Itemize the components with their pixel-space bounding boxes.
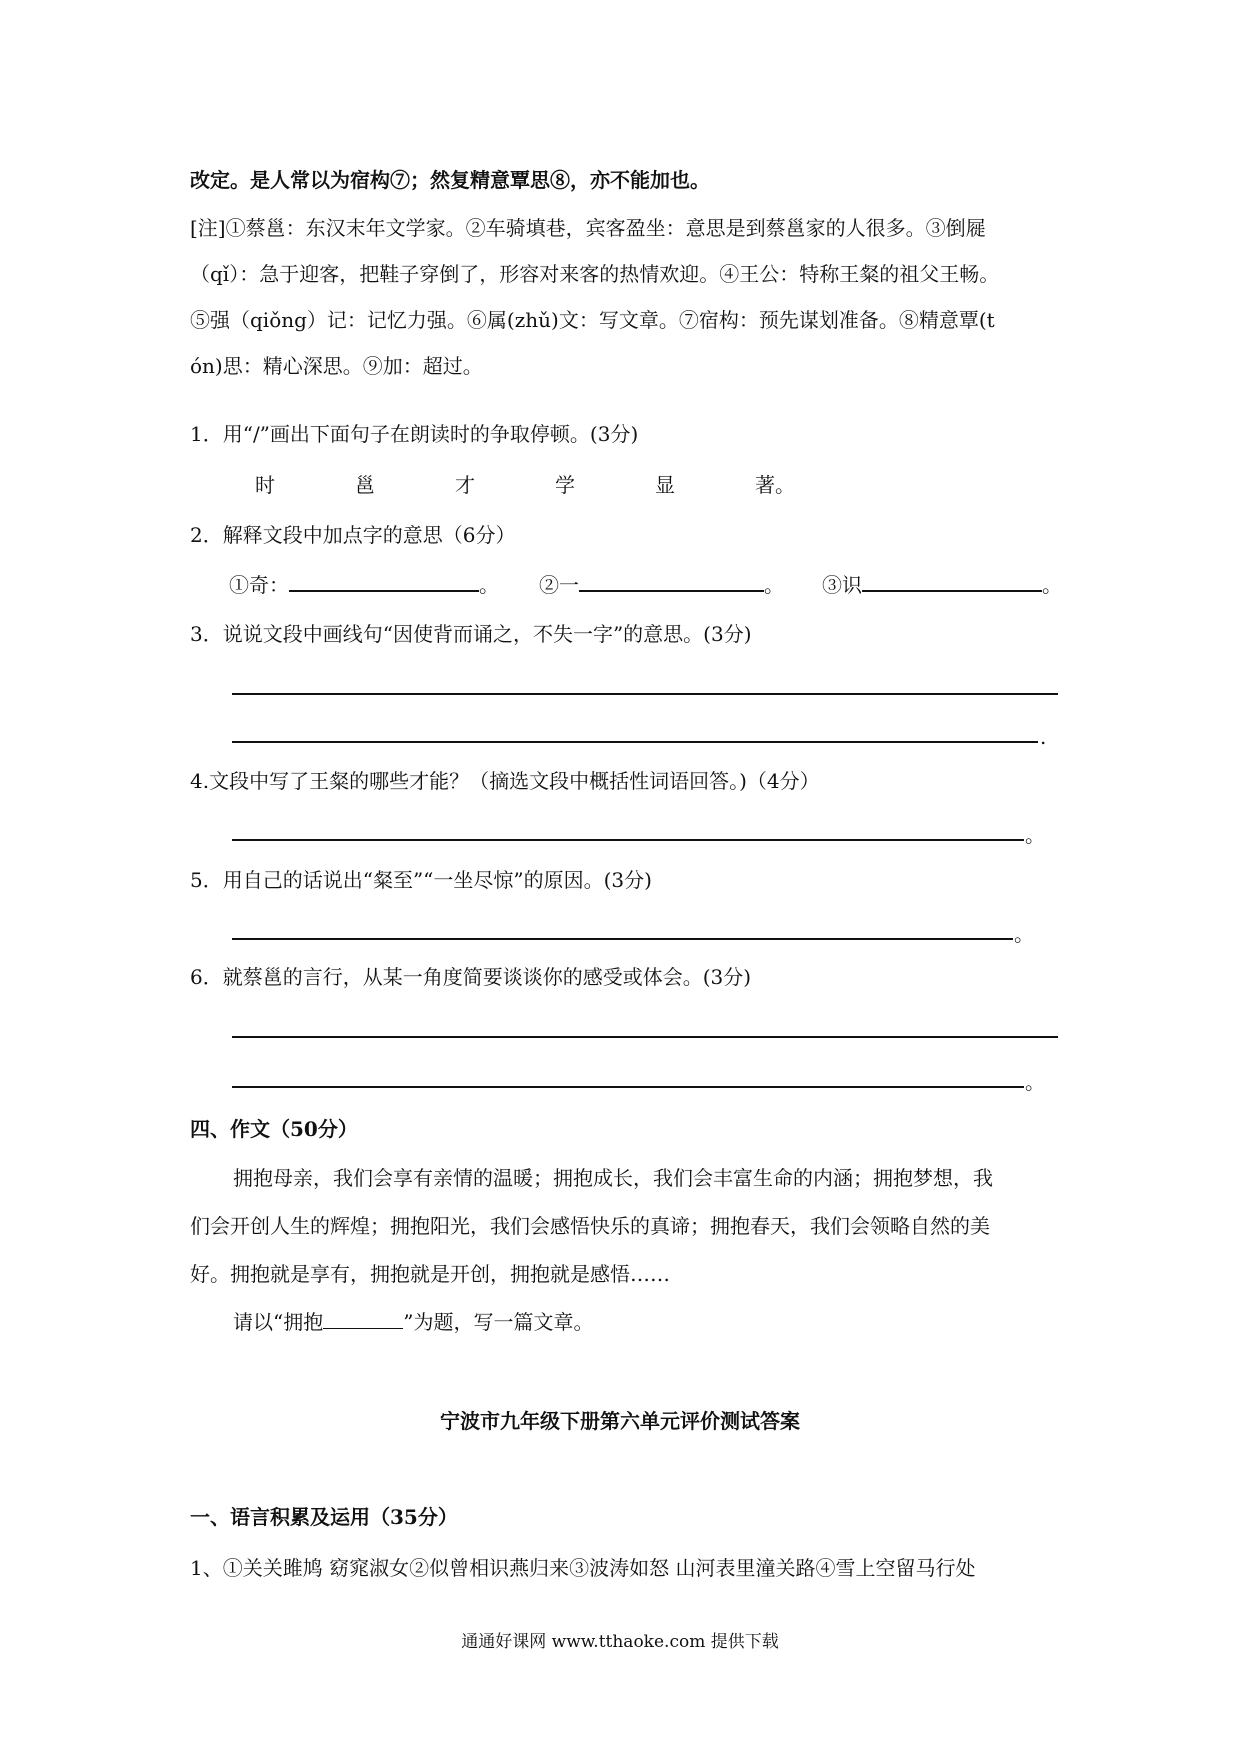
answers-title: 宁波市九年级下册第六单元评价测试答案 <box>440 1409 800 1433</box>
answer-line[interactable] <box>232 741 1038 743</box>
q2-item-label: ②一 <box>539 573 579 597</box>
answer-line[interactable] <box>232 693 1058 695</box>
answer-line-end: . <box>1040 725 1047 749</box>
question-2-prompt: 2．解释文段中加点字的意思（6分） <box>190 523 516 547</box>
composition-line: 拥抱母亲，我们会享有亲情的温暖；拥抱成长，我们会丰富生命的内涵；拥抱梦想，我 <box>233 1166 993 1190</box>
note-line: ⑤强（qiǒng）记：记忆力强。⑥属(zhǔ)文：写文章。⑦宿构：预先谋划准备。⑧精意覃(t <box>190 308 995 332</box>
composition-heading: 四、作文（50分） <box>190 1117 358 1141</box>
note-line: [注]①蔡邕：东汉末年文学家。②车骑填巷，宾客盈坐：意思是到蔡邕家的人很多。③倒屣 <box>190 216 986 240</box>
passage-last-line: 改定。是人常以为宿构⑦；然复精意覃思⑧，亦不能加也。 <box>190 168 710 192</box>
question-2-items <box>229 570 1062 600</box>
q2-item-label: ③识 <box>822 573 862 597</box>
answers-section1-heading: 一、语言积累及运用（35分） <box>190 1505 458 1529</box>
composition-instruction <box>233 1307 593 1337</box>
note-line: （qǐ）：急于迎客，把鞋子穿倒了，形容对来客的热情欢迎。④王公：特称王粲的祖父王畅。 <box>190 262 1000 286</box>
sentence-char: 显 <box>655 473 675 497</box>
composition-line: 好。拥抱就是享有，拥抱就是开创，拥抱就是感悟…… <box>190 1262 670 1286</box>
question-4-prompt: 4.文段中写了王粲的哪些才能？（摘选文段中概括性词语回答。)（4分） <box>190 769 820 793</box>
answer-line[interactable] <box>232 938 1013 940</box>
answer-line[interactable] <box>232 1036 1058 1038</box>
sentence-char: 时 <box>255 473 275 497</box>
composition-line: 们会开创人生的辉煌；拥抱阳光，我们会感悟快乐的真谛；拥抱春天，我们会领略自然的美 <box>190 1214 990 1238</box>
question-1-prompt: 1．用“/”画出下面句子在朗读时的争取停顿。(3分) <box>190 422 639 446</box>
sentence-char: 学 <box>555 473 575 497</box>
question-3-prompt: 3．说说文段中画线句“因使背而诵之，不失一字”的意思。(3分) <box>190 622 752 646</box>
q2-item-label: ①奇： <box>229 573 289 597</box>
question-1-sentence <box>255 470 855 500</box>
sentence-char: 邕 <box>355 473 375 497</box>
answer-line[interactable] <box>232 1086 1024 1088</box>
sentence-char: 才 <box>455 473 475 497</box>
q2-answer-blank[interactable] <box>289 570 479 592</box>
page-footer: 通通好课网 www.tthaoke.com 提供下载 <box>461 1632 779 1652</box>
title-blank[interactable] <box>323 1308 403 1329</box>
answers-line: 1、①关关雎鸠 窈窕淑女②似曾相识燕归来③波涛如怒 山河表里潼关路④雪上空留马行处 <box>190 1556 976 1580</box>
answer-line-end: 。 <box>1025 1070 1045 1094</box>
instruction-before: 请以“拥抱 <box>233 1310 324 1334</box>
question-5-prompt: 5．用自己的话说出“粲至”“一坐尽惊”的原因。(3分) <box>190 868 652 892</box>
q2-answer-blank[interactable] <box>579 570 764 592</box>
answer-line-end: 。 <box>1025 823 1045 847</box>
q2-item-end: 。 <box>764 573 784 597</box>
instruction-after: ”为题，写一篇文章。 <box>403 1310 594 1334</box>
q2-item-end: 。 <box>1042 573 1062 597</box>
answer-line[interactable] <box>232 839 1024 841</box>
q2-answer-blank[interactable] <box>862 570 1042 592</box>
note-line: ón)思：精心深思。⑨加：超过。 <box>190 354 483 378</box>
sentence-char: 著。 <box>755 473 795 497</box>
answer-line-end: 。 <box>1014 922 1034 946</box>
q2-item-end: 。 <box>479 573 499 597</box>
question-6-prompt: 6．就蔡邕的言行，从某一角度简要谈谈你的感受或体会。(3分) <box>190 965 752 989</box>
